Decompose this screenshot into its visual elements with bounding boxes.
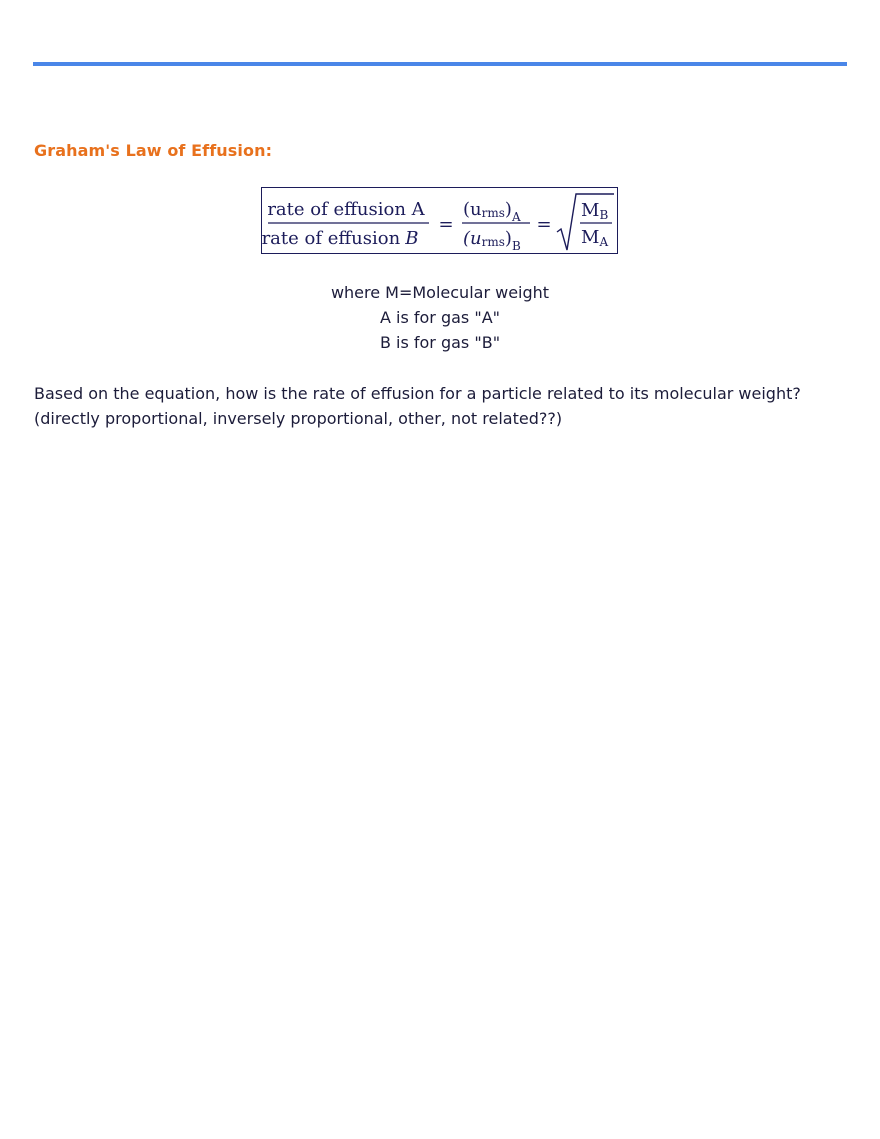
sqrt-numerator: MB [581,200,609,222]
definition-molecular-weight: where M=Molecular weight [330,283,550,302]
sqrt-denominator: MA [581,227,609,249]
mid-numerator: $(urms)_A$ [463,199,521,224]
question-line-1: Based on the equation, how is the rate of effusion for a particle related to its molecular weight? [34,384,801,403]
section-heading: Graham's Law of Effusion: [34,141,273,160]
question-line-2: (directly proportional, inversely proportional, other, not related??) [34,409,563,428]
header-rule [33,62,847,66]
equals-sign-2: = [536,214,552,235]
lhs-denominator-text: rate of effusion [262,228,401,249]
mid-denominator: $(urms)_B$ [463,228,521,253]
definition-gas-a: A is for gas "A" [379,308,501,327]
equals-sign-1: = [438,214,454,235]
grahams-law-formula [261,187,618,254]
lhs-denominator-var: B [405,228,419,249]
definition-gas-b: B is for gas "B" [379,333,501,352]
lhs-denominator [262,228,418,249]
lhs-numerator: rate of effusion A [267,199,425,220]
question-text [34,381,834,431]
